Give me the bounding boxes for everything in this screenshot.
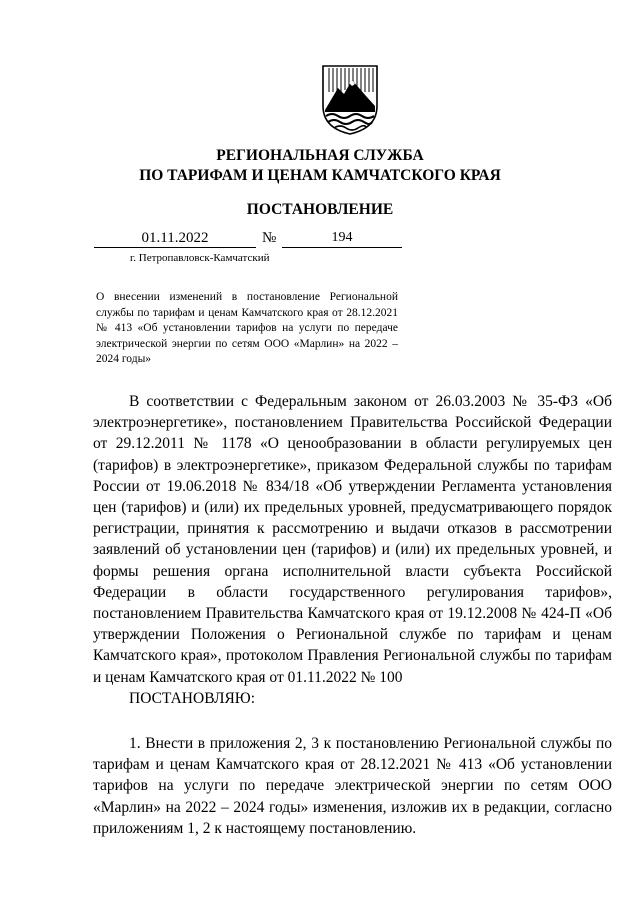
document-number: 194: [282, 229, 402, 248]
city-name: г. Петропавловск-Камчатский: [130, 252, 270, 264]
kamchatka-emblem-icon: [320, 62, 380, 136]
agency-name: [0, 146, 640, 186]
document-subject: О внесении изменений в постановление Региональной службы по тарифам и ценам Камчатского края от 28.12.2021 № 413 «Об установлении тарифов на услуги по передаче электрической энергии по сетям ООО «Марлин» на 2022 – 2024 годы»: [96, 291, 398, 366]
clause-1-paragraph: 1. Внести в приложения 2, 3 к постановлению Региональной службы по тарифам и ценам Камчатского края от 28.12.2021 № 413 «Об установлении тарифов на услуги по передаче электрической энергии по сетям ООО «Марлин» на 2022 – 2024 годы» изменения, изложив их в редакции, согласно приложениям 1, 2 к настоящему постановлению.: [93, 735, 612, 837]
number-sign: №: [262, 230, 277, 246]
agency-name-line1: РЕГИОНАЛЬНАЯ СЛУЖБА: [216, 147, 424, 164]
agency-name-line2: ПО ТАРИФАМ И ЦЕНАМ КАМЧАТСКОГО КРАЯ: [139, 167, 501, 184]
preamble-paragraph: В соответствии с Федеральным законом от 26.03.2003 № 35-ФЗ «Об электроэнергетике», постановлением Правительства Российской Федерации от 29.12.2011 № 1178 «О ценообразовании в области регулируемых цен (тарифов) в электроэнергетике», приказом Федеральной службы по тарифам России от 19.06.2018 № 834/18 «Об утверждении Регламента установления цен (тарифов) и (или) их предельных уровней, предусматривающего порядок регистрации, принятия к рассмотрению и выдачи отказов в рассмотрении заявлений об установлении цен (тарифов) и (или) их предельных уровней, и формы решения органа исполнительной власти субъекта Российской Федерации в области государственного регулирования тарифов», постановлением Правительства Камчатского края от 19.12.2008 № 424-П «Об утверждении Положения о Региональной службе по тарифам и ценам Камчатского края», протоколом Правления Региональной службы по тарифам и ценам Камчатского края от 01.11.2022 № 100: [93, 393, 612, 686]
decree-word: ПОСТАНОВЛЯЮ:: [129, 690, 256, 707]
document-type: ПОСТАНОВЛЕНИЕ: [246, 201, 394, 218]
document-date: 01.11.2022: [94, 229, 256, 248]
